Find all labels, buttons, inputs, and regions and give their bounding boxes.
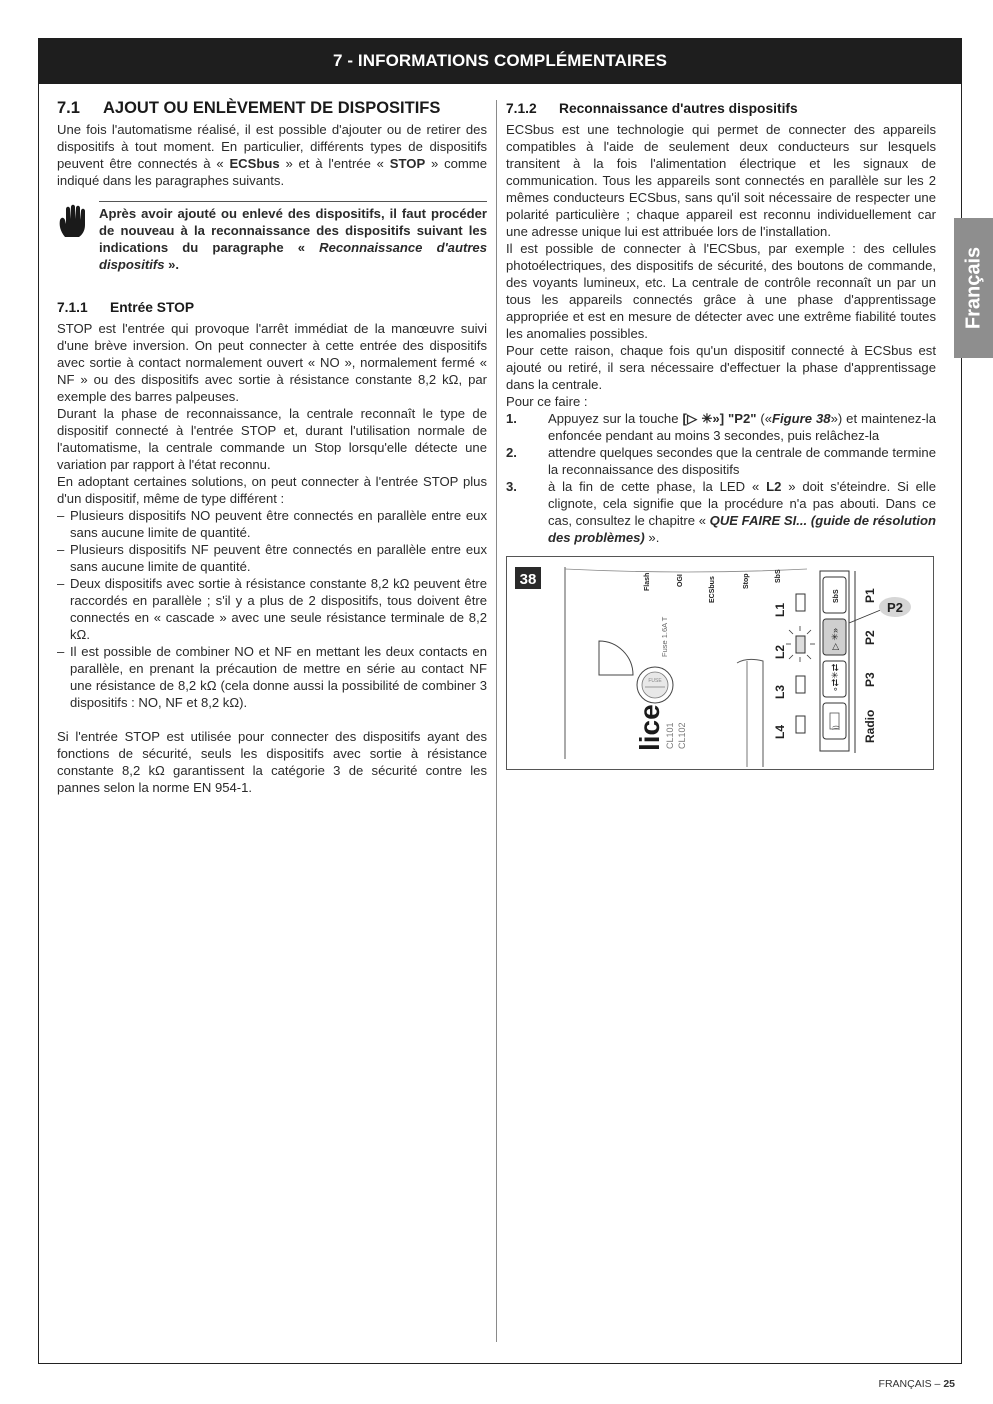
- section-7-1-1-heading: 7.1.1 Entrée STOP: [57, 300, 195, 315]
- chapter-header: 7 - INFORMATIONS COMPLÉMENTAIRES: [38, 38, 962, 84]
- button-label-p2: P2: [863, 630, 877, 645]
- svg-text:FUSE: FUSE: [648, 678, 662, 684]
- list-item: 3. à la fin de cette phase, la LED « L2 » doit s'éteindre. Si elle clignote, cela signifie que la procédure n'a pas abouti. Dans ce cas, consultez le chapitre « QUE FAIRE SI... (guide de résolution des problèmes) ».: [506, 479, 936, 545]
- buzzer-dome-shape: [599, 641, 633, 675]
- callout-label: P2: [887, 600, 903, 615]
- ecsbus-paragraph-1: ECSbus est une technologie qui permet de connecter des appareils compatibles à l'aide de seulement deux conducteurs sur lesquels transitent à la fois l'alimentation électrique et les signaux de communication. Tous les appareils sont connectés en parallèle sur les 2 mêmes conducteurs ECSbus, sans qu'il soit nécessaire de respecter une polarité particulière ; chaque appareil est reconnu individuellement car une adresse unique lui est attribuée lors de l'installation.: [506, 122, 936, 239]
- button-label-p1: P1: [863, 588, 877, 603]
- hand-stop-icon: [57, 201, 99, 273]
- list-item: 2. attendre quelques secondes que la centrale de commande termine la reconnaissance des dispositifs: [506, 445, 936, 477]
- led-label-l4: L4: [773, 724, 787, 739]
- list-item: – Il est possible de combiner NO et NF en mettant les deux contacts en parallèle, en prenant la précaution de mettre en série au contact NF une résistance de 8,2 kΩ (cela donne aussi la possibilité de combiner 3 dispositifs : NO, NF et 8,2 kΩ).: [57, 643, 487, 711]
- radio-icon: )): [833, 725, 840, 730]
- led-label-l3: L3: [773, 684, 787, 699]
- left-column: [57, 100, 487, 796]
- terminal-label-ogi: OGI: [677, 574, 684, 587]
- column-divider: [496, 100, 497, 1342]
- stop-paragraph-1: STOP est l'entrée qui provoque l'arrêt immédiat de la manœuvre suivi d'une brève inversion. On peut connecter à cette entrée des dispositifs avec sortie à contact normalement ouvert « NO », normalement fermé « NF » ou des dispositifs avec sortie à résistance constante 8,2 kΩ, par exemple des barres palpeuses.: [57, 321, 487, 404]
- list-item: – Plusieurs dispositifs NF peuvent être connectés en parallèle entre eux sans aucune limite de quantité.: [57, 541, 487, 575]
- page-number: 25: [943, 1378, 955, 1390]
- model-label-cl102: CL102: [677, 722, 687, 749]
- list-item: – Plusieurs dispositifs NO peuvent être connectés en parallèle entre eux sans aucune limite de quantité.: [57, 507, 487, 541]
- language-side-tab: Français: [954, 218, 993, 358]
- stop-bullet-list: [57, 507, 487, 711]
- button-label-radio: Radio: [863, 709, 877, 743]
- terminal-label-sbs: SbS: [775, 569, 782, 583]
- page-footer: FRANÇAIS – 25: [878, 1378, 955, 1390]
- list-item: – Deux dispositifs avec sortie à résistance constante 8,2 kΩ peuvent être raccordés en parallèle ; s'il y a plus de 2 dispositifs, tous doivent être connectés en « cascade » avec une seule résistance terminale de 8,2 kΩ.: [57, 575, 487, 643]
- list-item: 1. Appuyez sur la touche [▷ ✳»] "P2" («Figure 38») et maintenez-la enfoncée pendant au moins 3 secondes, puis relâchez-la: [506, 411, 936, 443]
- stop-paragraph-2: Durant la phase de reconnaissance, la centrale reconnaît le type de dispositif connecté à l'entrée STOP et, durant l'utilisation normale de l'automatisme, la centrale commande un Stop lorsqu'elle détecte une variation par rapport à l'état reconnu.: [57, 406, 487, 472]
- light-cycle-icon: ∘⇄✳⇄: [830, 663, 840, 692]
- ecsbus-paragraph-3: Pour cette raison, chaque fois qu'un dispositif connecté à ECSbus est ajouté ou retiré, il sera nécessaire d'effectuer la phase d'apprentissage dans la centrale.: [506, 343, 936, 392]
- stop-paragraph-3: En adoptant certaines solutions, on peut connecter à l'entrée STOP plus d'un dispositif, même de type différent :: [57, 474, 487, 506]
- play-star-icon: ▷ ✳»: [830, 628, 840, 650]
- model-label-cl101: CL101: [665, 722, 675, 749]
- procedure-steps: [506, 410, 936, 546]
- led-l2-blinking: [796, 636, 805, 653]
- section-7-1-heading: 7.1 AJOUT OU ENLÈVEMENT DE DISPOSITIFS: [57, 99, 441, 117]
- ecsbus-paragraph-4: Pour ce faire :: [506, 394, 588, 409]
- terminal-label-ecsbus: ECSbus: [709, 576, 716, 603]
- right-column: [506, 100, 936, 770]
- led-label-l2: L2: [773, 644, 787, 659]
- figure-number: 38: [519, 571, 537, 588]
- sbs-key-label: SbS: [833, 589, 840, 603]
- fuse-label: Fuse 1.6A T: [660, 616, 669, 657]
- led-l3: [796, 676, 805, 693]
- warning-note: Après avoir ajouté ou enlevé des dispositifs, il faut procéder de nouveau à la reconnaissance des dispositifs suivant les indications du paragraphe « Reconnaissance d'autres dispositifs ».: [57, 201, 487, 273]
- terminal-label-flash: Flash: [644, 572, 651, 591]
- stop-paragraph-4: Si l'entrée STOP est utilisée pour connecter des dispositifs ayant des fonctions de sécurité, seuls les dispositifs avec sortie à résistance constante 8,2 kΩ garantissent la catégorie 3 de sécurité contre les pannes selon la norme EN 954-1.: [57, 729, 487, 795]
- led-label-l1: L1: [773, 602, 787, 617]
- ecsbus-paragraph-2: Il est possible de connecter à l'ECSbus, par exemple : des cellules photoélectriques, des dispositifs de sécurité, des boutons de commande, des voyants lumineux, etc. La centrale de contrôle reconnaît un par un tous les appareils connectés grâce à une phase d'apprentissage appropriée et est en mesure de détecter avec une extrême fiabilité toutes les anomalies possibles.: [506, 241, 936, 341]
- section-7-1-2-heading: 7.1.2 Reconnaissance d'autres dispositifs: [506, 101, 798, 116]
- brand-logo: lice: [634, 704, 665, 751]
- led-l4: [796, 716, 805, 733]
- terminal-label-stop: Stop: [743, 573, 750, 589]
- led-l1: [796, 594, 805, 611]
- button-label-p3: P3: [863, 672, 877, 687]
- callout-line: [849, 609, 883, 623]
- figure-38-control-board: [506, 556, 934, 770]
- intro-paragraph: Une fois l'automatisme réalisé, il est possible d'ajouter ou de retirer des dispositifs à tout moment. En particulier, différents types de dispositifs peuvent être connectés à « ECSbus » et à l'entrée « STOP » comme indiqué dans les paragraphes suivants.: [57, 122, 488, 188]
